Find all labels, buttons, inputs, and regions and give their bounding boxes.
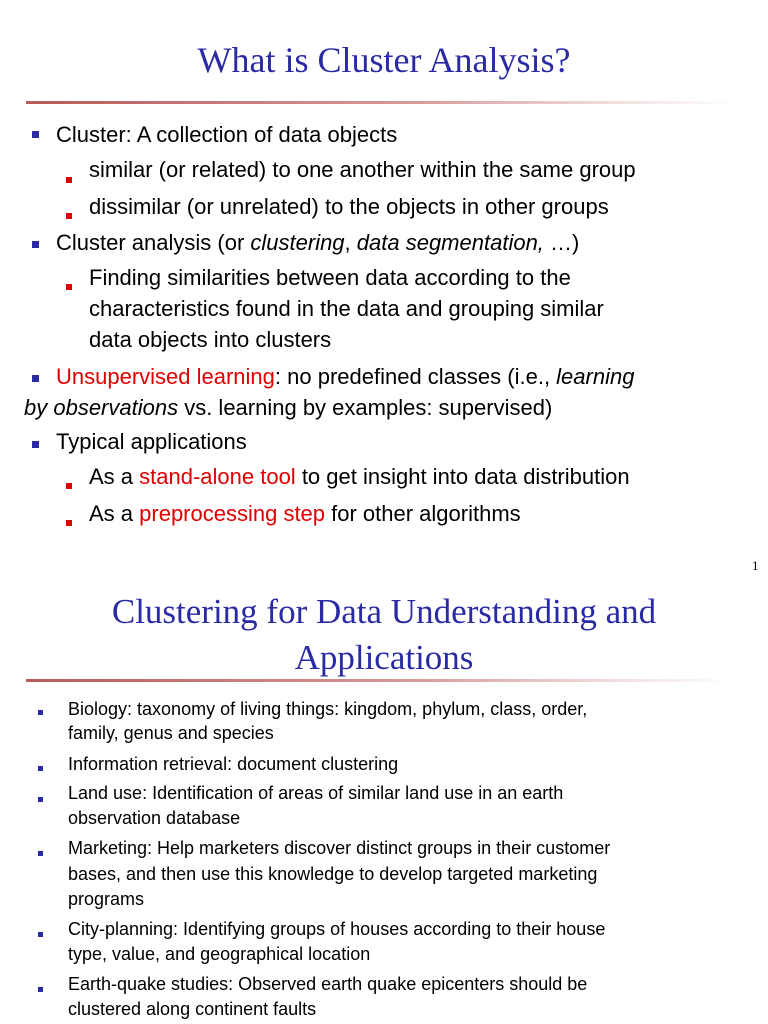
sub-bullet-square-icon bbox=[66, 177, 72, 183]
slide-2-title-line2: Applications bbox=[294, 638, 474, 677]
term-data-segmentation: data segmentation, bbox=[356, 230, 544, 255]
text-run: Cluster analysis (or bbox=[56, 230, 251, 255]
slide-page-number: 1 bbox=[752, 558, 759, 573]
sub-bullet-finding-similarities-line3: data objects into clusters bbox=[89, 327, 332, 352]
bullet-land-use-line1: Land use: Identification of areas of similar land use in an earth bbox=[68, 783, 564, 803]
text-run: : no predefined classes (i.e., bbox=[274, 364, 557, 389]
slide-1-title: What is Cluster Analysis? bbox=[197, 40, 571, 80]
bullet-square-icon bbox=[38, 851, 43, 856]
bullet-land-use-line2: observation database bbox=[68, 808, 241, 828]
bullet-earthquake-line2: clustered along continent faults bbox=[68, 999, 317, 1019]
term-clustering: clustering bbox=[250, 230, 345, 255]
sub-bullet-dissimilar: dissimilar (or unrelated) to the objects in other groups bbox=[89, 194, 609, 219]
bullet-marketing-line2: bases, and then use this knowledge to develop targeted marketing bbox=[68, 864, 598, 884]
bullet-marketing-line1: Marketing: Help marketers discover distinct groups in their customer bbox=[68, 838, 611, 858]
title-underline-rule bbox=[26, 679, 734, 682]
highlight-stand-alone-tool: stand-alone tool bbox=[139, 464, 296, 489]
highlight-unsupervised-learning: Unsupervised learning bbox=[56, 364, 275, 389]
text-run: for other algorithms bbox=[325, 501, 521, 526]
text-run: vs. learning by examples: supervised) bbox=[178, 395, 553, 420]
bullet-biology-line2: family, genus and species bbox=[68, 723, 274, 743]
sub-bullet-preprocessing-step bbox=[89, 498, 521, 529]
bullet-square-icon bbox=[38, 932, 43, 937]
sub-bullet-finding-similarities-line1: Finding similarities between data according to the bbox=[89, 265, 571, 290]
text-run: to get insight into data distribution bbox=[295, 464, 630, 489]
bullet-marketing-line3: programs bbox=[68, 889, 145, 909]
bullet-biology-line1: Biology: taxonomy of living things: kingdom, phylum, class, order, bbox=[68, 699, 588, 719]
highlight-preprocessing-step: preprocessing step bbox=[139, 501, 326, 526]
bullet-unsupervised-line1 bbox=[56, 361, 634, 392]
slide-2-title bbox=[0, 589, 768, 681]
bullet-typical-applications: Typical applications bbox=[56, 429, 247, 454]
text-run: …) bbox=[543, 230, 580, 255]
bullet-square-icon bbox=[32, 241, 39, 248]
term-by-observations: by observations bbox=[24, 395, 179, 420]
sub-bullet-square-icon bbox=[66, 520, 72, 526]
title-underline-rule bbox=[26, 101, 734, 104]
text-run: As a bbox=[89, 464, 140, 489]
bullet-earthquake-line1: Earth-quake studies: Observed earth quake epicenters should be bbox=[68, 974, 588, 994]
term-learning: learning bbox=[556, 364, 635, 389]
sub-bullet-square-icon bbox=[66, 284, 72, 290]
bullet-cluster-analysis bbox=[56, 227, 579, 258]
sub-bullet-finding-similarities-line2: characteristics found in the data and grouping similar bbox=[89, 296, 604, 321]
bullet-unsupervised-line2 bbox=[24, 392, 552, 423]
bullet-square-icon bbox=[32, 131, 39, 138]
bullet-square-icon bbox=[38, 710, 43, 715]
sub-bullet-stand-alone-tool bbox=[89, 461, 630, 492]
bullet-information-retrieval: Information retrieval: document clustering bbox=[68, 754, 399, 774]
text-run: , bbox=[344, 230, 357, 255]
bullet-square-icon bbox=[32, 441, 39, 448]
bullet-cluster-definition: Cluster: A collection of data objects bbox=[56, 122, 398, 147]
bullet-city-planning-line2: type, value, and geographical location bbox=[68, 944, 371, 964]
bullet-square-icon bbox=[38, 797, 43, 802]
text-run: As a bbox=[89, 501, 140, 526]
bullet-square-icon bbox=[38, 987, 43, 992]
sub-bullet-square-icon bbox=[66, 213, 72, 219]
sub-bullet-similar: similar (or related) to one another within the same group bbox=[89, 157, 636, 182]
slide-2-title-line1: Clustering for Data Understanding and bbox=[111, 592, 657, 631]
bullet-square-icon bbox=[32, 375, 39, 382]
bullet-square-icon bbox=[38, 766, 43, 771]
sub-bullet-square-icon bbox=[66, 483, 72, 489]
bullet-city-planning-line1: City-planning: Identifying groups of houses according to their house bbox=[68, 919, 606, 939]
